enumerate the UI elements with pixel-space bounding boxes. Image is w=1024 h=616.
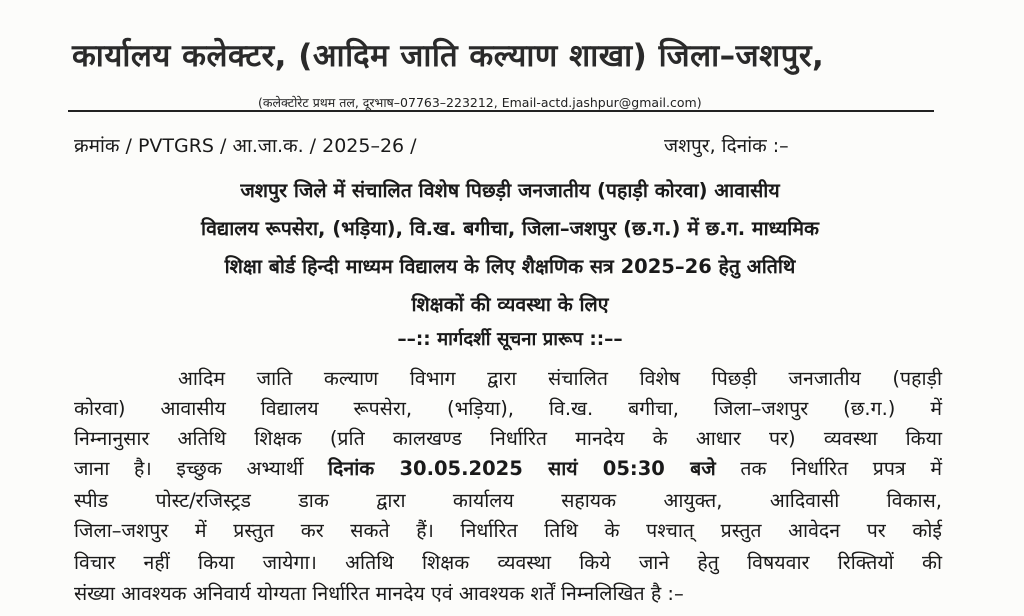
paragraph-line: आदिम जाति कल्याण विभाग द्वारा संचालित विशेष पिछड़ी जनजातीय (पहाड़ी bbox=[178, 367, 942, 390]
deadline-text: दिनांक 30.05.2025 सायं 05:30 बजे bbox=[327, 457, 716, 480]
paragraph-line: संख्या आवश्यक अनिवार्य योग्यता निर्धारित मानदेय एवं आवश्यक शर्तें निम्नलिखित है :– bbox=[74, 582, 684, 605]
reference-number: क्रमांक / PVTGRS / आ.जा.क. / 2025–26 / bbox=[74, 135, 417, 157]
subject-line: विद्यालय रूपसेरा, (भड़िया), वि.ख. बगीचा, जिला–जशपुर (छ.ग.) में छ.ग. माध्यमिक bbox=[201, 217, 819, 240]
header-divider bbox=[68, 110, 934, 112]
paragraph-text: जाना है। इच्छुक अभ्यार्थी bbox=[74, 457, 304, 480]
office-address: (कलेक्टोरेट प्रथम तल, दूरभाष–07763–223212, Email-actd.jashpur@gmail.com) bbox=[258, 95, 702, 110]
paragraph-line: विचार नहीं किया जायेगा। अतिथि शिक्षक व्यवस्था किये जाने हेतु विषयवार रिक्तियों की bbox=[74, 551, 942, 574]
place-date: जशपुर, दिनांक :– bbox=[664, 135, 789, 157]
guideline-heading: ––:: मार्गदर्शी सूचना प्रारूप ::–– bbox=[397, 329, 623, 350]
paragraph-line: जिला–जशपुर में प्रस्तुत कर सकते हैं। निर्धारित तिथि के पश्चात् प्रस्तुत आवेदन पर कोई bbox=[74, 519, 942, 542]
paragraph-line: कोरवा) आवासीय विद्यालय रूपसेरा, (भड़िया), वि.ख. बगीचा, जिला–जशपुर (छ.ग.) में bbox=[74, 397, 942, 420]
paragraph-line: स्पीड पोस्ट/रजिस्ट्रड डाक द्वारा कार्यालय सहायक आयुक्त, आदिवासी विकास, bbox=[74, 489, 942, 512]
paragraph-line bbox=[74, 454, 942, 481]
subject-line: शिक्षकों की व्यवस्था के लिए bbox=[411, 293, 609, 316]
subject-line: शिक्षा बोर्ड हिन्दी माध्यम विद्यालय के लिए शैक्षणिक सत्र 2025–26 हेतु अतिथि bbox=[224, 255, 796, 278]
office-title: कार्यालय कलेक्टर, (आदिम जाति कल्याण शाखा) जिला–जशपुर, bbox=[72, 38, 825, 74]
paragraph-line: निम्नानुसार अतिथि शिक्षक (प्रति कालखण्ड निर्धारित मानदेय के आधार पर) व्यवस्था किया bbox=[74, 427, 942, 450]
subject-line: जशपुर जिले में संचालित विशेष पिछड़ी जनजातीय (पहाड़ी कोरवा) आवासीय bbox=[240, 179, 780, 202]
paragraph-text: तक निर्धारित प्रपत्र में bbox=[740, 457, 942, 480]
